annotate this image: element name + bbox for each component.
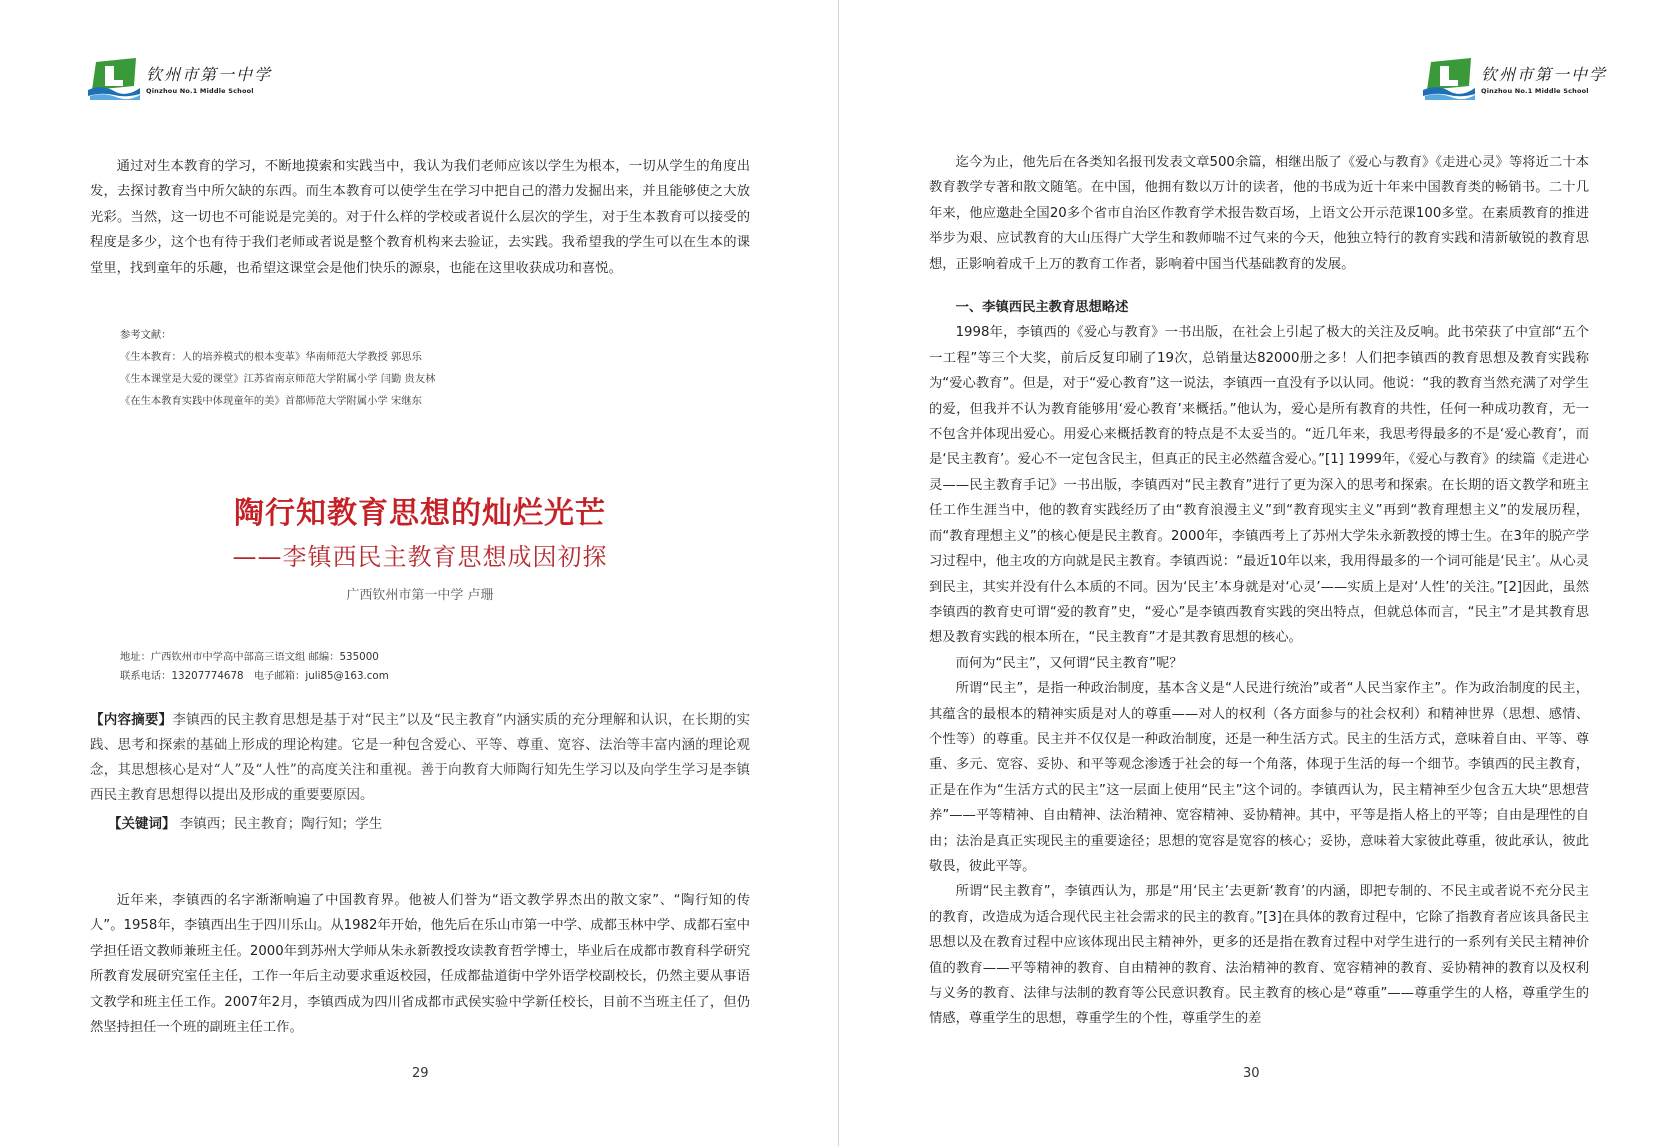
- school-logo: [1423, 56, 1607, 100]
- keywords-text: 李镇西；民主教育；陶行知；学生: [179, 816, 383, 832]
- right-page: [839, 0, 1677, 1146]
- logo-chinese-name: 钦州市第一中学: [1481, 64, 1608, 84]
- paragraph-publications: 迄今为止，他先后在各类知名报刊发表文章500余篇，相继出版了《爱心与教育》《走进心灵》等将近二十本教育教学专著和散文随笔。在中国，他拥有数以万计的读者，他的书成为近十年来中国教育类的畅销书。二十几年来，他应邀赴全国20多个省市自治区作教育学术报告数百场，上语文公开示范课100多堂。在素质教育的推进举步为艰、应试教育的大山压得广大学生和教师喘不过气来的今天，他独立特行的教育实践和清新敏锐的教育思想，正影响着成千上万的教育工作者，影响着中国当代基础教育的发展。: [929, 155, 1589, 272]
- article-title: 陶行知教育思想的灿烂光芒: [234, 496, 606, 531]
- logo-english-name: Qinzhou No.1 Middle School: [146, 86, 254, 95]
- contact-phone-email: 联系电话：13207774678 电子邮箱：juli85@163.com: [120, 670, 389, 682]
- reference-item: 《生本课堂是大爱的课堂》江苏省南京师范大学附属小学 闫勤 贵友林: [120, 373, 436, 385]
- references: [120, 324, 740, 412]
- page-number-left: 29: [412, 1066, 429, 1081]
- abstract-label: 【内容摘要】: [90, 712, 173, 728]
- keywords: [108, 812, 748, 832]
- bio-paragraph: 近年来，李镇西的名字渐渐响遍了中国教育界。他被人们誉为“语文教学界杰出的散文家”、“陶行知的传人”。1958年，李镇西出生于四川乐山。从1982年开始，他先后在乐山市第一中学、成都玉林中学、成都石室中学担任语文教师兼班主任。2000年到苏州大学师从朱永新教授攻读教育哲学博士，毕业后在成都市教育科学研究所教育发展研究室任主任，工作一年后主动要求重返校园，任成都盐道街中学外语学校副校长，仍然主要从事语文教学和班主任工作。2007年2月，李镇西成为四川省成都市武侯实验中学新任校长，目前不当班主任了，但仍然坚持担任一个班的副班主任工作。: [90, 893, 750, 1036]
- page-number-right: 30: [1243, 1066, 1260, 1081]
- abstract: [90, 708, 750, 808]
- paragraph-democracy-definition: 所谓“民主”，是指一种政治制度，基本含义是“人民进行统治”或者“人民当家作主”。作为政治制度的民主，其蕴含的最根本的精神实质是对人的尊重——对人的权利（各方面参与的社会权利）和精神世界（思想、感情、个性等）的尊重。民主并不仅仅是一种政治制度，还是一种生活方式。民主的生活方式，意味着自由、平等、尊重、多元、宽容、妥协、和平等观念渗透于社会的每一个角落，体现于生活的每一个细节。李镇西的民主教育，正是在作为“生活方式的民主”这一层面上使用“民主”这个词的。李镇西认为，民主精神至少包含五大块“思想营养”——平等精神、自由精神、法治精神、宽容精神、妥协精神。其中，平等是指人格上的平等；自由是理性的自由；法治是真正实现民主的重要途径；思想的宽容是宽容的核心；妥协，意味着大家彼此尊重，彼此承认，彼此敬畏，彼此平等。: [929, 681, 1589, 874]
- paragraph-question: 而何为“民主”，又何谓“民主教育”呢？: [955, 655, 1183, 671]
- school-emblem-icon: [88, 56, 140, 100]
- author-contact: [120, 648, 389, 686]
- intro-paragraph-block: [90, 154, 750, 281]
- intro-paragraph: 通过对生本教育的学习，不断地摸索和实践当中，我认为我们老师应该以学生为根本，一切从学生的角度出发，去探讨教育当中所欠缺的东西。而生本教育可以使学生在学习中把自己的潜力发掘出来，并且能够使之大放光彩。当然，这一切也不可能说是完美的。对于什么样的学校或者说什么层次的学生，对于生本教育可以接受的程度是多少，这个也有待于我们老师或者说是整个教育机构来去验证，去实践。我希望我的学生可以在生本的课堂里，找到童年的乐趣，也希望这课堂会是他们快乐的源泉，也能在这里收获成功和喜悦。: [90, 159, 750, 276]
- school-logo: [88, 56, 272, 100]
- school-emblem-icon: [1423, 56, 1475, 100]
- contact-address: 地址：广西钦州市中学高中部高三语文组 邮编：535000: [120, 651, 379, 663]
- article-author: 广西钦州市第一中学 卢珊: [346, 588, 494, 603]
- paragraph-love-education: 1998年，李镇西的《爱心与教育》一书出版，在社会上引起了极大的关注及反响。此书荣获了中宣部“五个一工程”等三个大奖，前后反复印刷了19次，总销量达82000册之多！人们把李镇西的教育思想及教育实践称为“爱心教育”。但是，对于“爱心教育”这一说法，李镇西一直没有予以认同。他说：“我的教育当然充满了对学生的爱，但我并不认为教育能够用‘爱心教育’来概括。”他认为，爱心是所有教育的共性，任何一种成功教育，无一不包含并体现出爱心。用爱心来概括教育的特点是不太妥当的。“近几年来，我思考得最多的不是‘爱心教育’，而是‘民主教育’。爱心不一定包含民主，但真正的民主必然蕴含爱心。”[1] 1999年，《爱心与教育》的续篇《走进心灵——民主教育手记》一书出版，李镇西对“民主教育”进行了更为深入的思考和探索。在长期的语文教学和班主任工作生涯当中，他的教育实践经历了由“教育浪漫主义”到“教育现实主义”再到“教育理想主义”的发展历程，而“教育理想主义”的核心便是民主教育。2000年，李镇西考上了苏州大学朱永新教授的博士生。在3年的脱产学习过程中，他主攻的方向就是民主教育。李镇西说：“最近10年以来，我用得最多的一个词可能是‘民主’。从心灵到民主，其实并没有什么本质的不同。因为‘民主’本身就是对‘心灵’——实质上是对‘人性’的关注。”[2]因此，虽然李镇西的教育史可谓“爱的教育”史，“爱心”是李镇西教育实践的突出特点，但就总体而言，“民主”才是其教育思想及教育实践的根本所在，“民主教育”才是其教育思想的核心。: [929, 325, 1589, 646]
- left-page: [0, 0, 838, 1146]
- reference-item: 《生本教育：人的培养模式的根本变革》华南师范大学教授 郭思乐: [120, 351, 422, 363]
- right-body: [929, 150, 1589, 1032]
- section-heading: 一、李镇西民主教育思想略述: [955, 300, 1129, 316]
- abstract-text: 李镇西的民主教育思想是基于对“民主”以及“民主教育”内涵实质的充分理解和认识，在长期的实践、思考和探索的基础上形成的理论构建。它是一种包含爱心、平等、尊重、宽容、法治等丰富内涵的理论观念，其思想核心是对“人”及“人性”的高度关注和重视。善于向教育大师陶行知先生学习以及向学生学习是李镇西民主教育思想得以提出及形成的重要要原因。: [90, 712, 751, 803]
- paragraph-democratic-education: 所谓“民主教育”，李镇西认为，那是“用‘民主’去更新‘教育’的内涵，即把专制的、不民主或者说不充分民主的教育，改造成为适合现代民主社会需求的民主的教育。”[3]在具体的教育过程中，它除了指教育者应该具备民主思想以及在教育过程中应该体现出民主精神外，更多的还是指在教育过程中对学生进行的一系列有关民主精神价值的教育——平等精神的教育、自由精神的教育、法治精神的教育、宽容精神的教育、妥协精神的教育以及权利与义务的教育、法律与法制的教育等公民意识教育。民主教育的核心是“尊重”——尊重学生的人格，尊重学生的情感，尊重学生的思想，尊重学生的个性，尊重学生的差: [929, 884, 1589, 1027]
- keywords-label: 【关键词】: [108, 816, 176, 832]
- logo-chinese-name: 钦州市第一中学: [146, 64, 273, 84]
- reference-item: 《在生本教育实践中体现童年的美》首都师范大学附属小学 宋继东: [120, 395, 422, 407]
- references-heading: 参考文献：: [120, 329, 172, 341]
- article-subtitle: ——李镇西民主教育思想成因初探: [232, 543, 608, 571]
- logo-english-name: Qinzhou No.1 Middle School: [1481, 86, 1589, 95]
- bio-paragraph-block: [90, 888, 750, 1040]
